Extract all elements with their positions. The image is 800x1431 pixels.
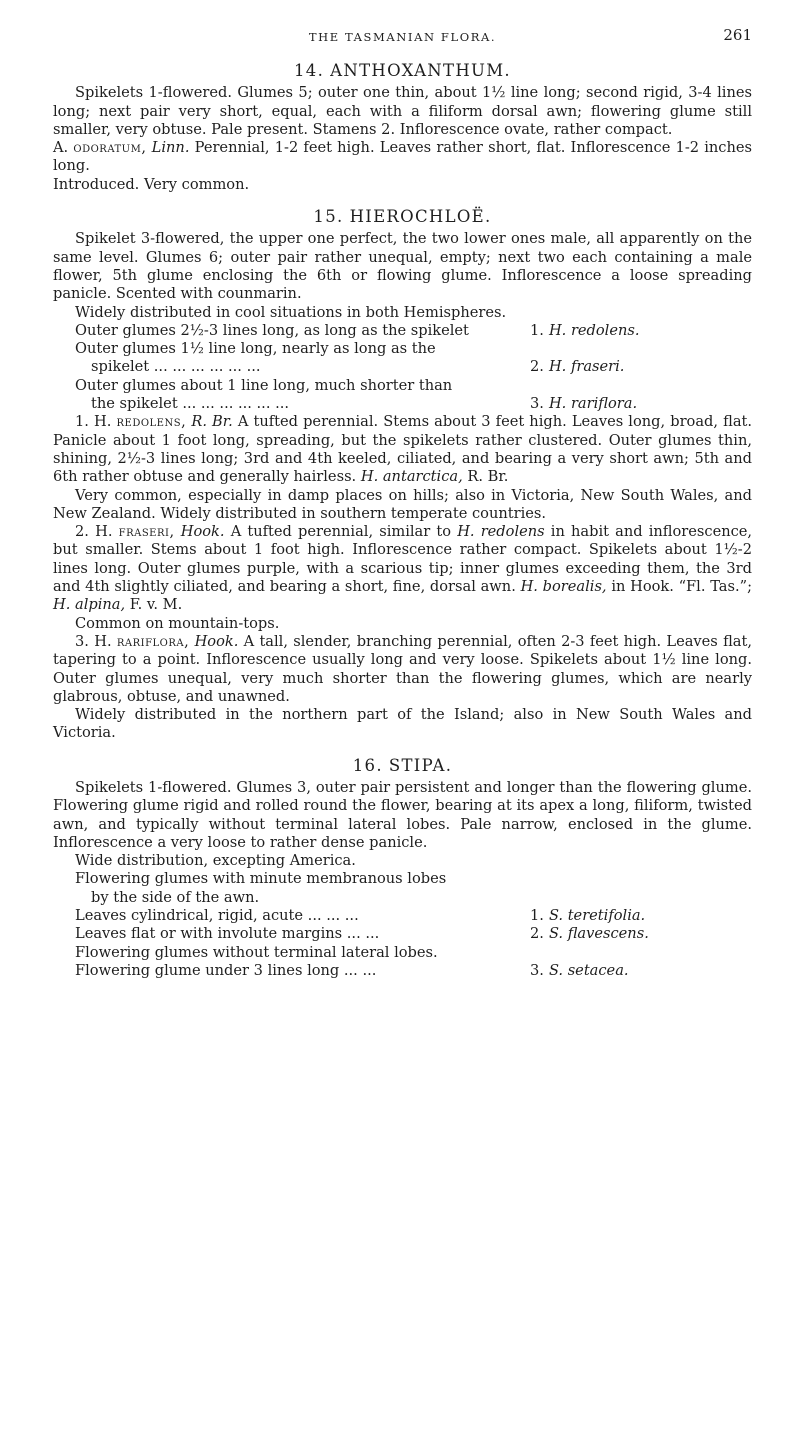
species-entry: 3. H. rariflora, Hook. A tall, slender, branching perennial, often 2-3 feet high. Leaves flat, tapering to a point. Inflorescence usually long and very loose. Spikelets about 1½ line long. Outer glumes unequal, very much shorter than the flowering glumes, which are nearly glabrous, obtuse, and unawned. Widely distributed in the northern part of the Island; also in New South Wales and Victoria. <box>53 632 753 742</box>
running-header <box>53 28 752 48</box>
genus-heading: 15. HIEROCHLOË. <box>313 207 492 227</box>
species-authority: Hook. <box>180 523 225 541</box>
running-title: THE TASMANIAN FLORA. <box>308 30 497 44</box>
synonym: H. antarctica, <box>360 468 463 486</box>
species-name: rariflora, <box>116 632 190 650</box>
species-entry: 1. H. redolens, R. Br. A tufted perennial. Stems about 3 feet high. Leaves long, broad, flat. Panicle about 1 foot long, spreading, but the spikelets rather clustered. Outer glumes thin, shining, 2½-3 lines long; 3rd and 4th keeled, ciliated, and bearing a very short awn; 5th and 6th rather obtuse and generally hairless. H. antarctica, R. Br. Very common, especially in damp places on hills; also in Victoria, New South Wales, and New Zealand. Widely distributed in southern temperate countries. <box>53 413 753 522</box>
key-heading: Flowering glumes without terminal lateral lobes. <box>75 943 438 961</box>
genus-stipa <box>53 757 752 981</box>
genus-heading: 16. STIPA. <box>352 755 453 775</box>
species-distribution: Widely distributed in the northern part of the Island; also in New South Wales and Victoria. <box>53 706 752 742</box>
species-entry: 2. H. fraseri, Hook. A tufted perennial, similar to H. redolens in habit and inflorescence, but smaller. Stems about 1 foot high. Inflorescence rather compact. Spikelets about 1½-2 lines long. Outer glumes purple, with a scarious tip; inner glumes exceeding them, the 3rd and 4th slightly ciliated, and bearing a short, fine, dorsal awn. H. borealis, in Hook. “Fl. Tas.”; H. alpina, F. v. M. Common on mountain-tops. <box>53 523 753 632</box>
genus-description: Spikelet 3-flowered, the upper one perfect, the two lower ones male, all apparently on the same level. Glumes 6; outer pair rather unequal, empty; next two each containing a male flower, 5th glume enclosing the 6th or flowing glume. Inflorescence a loose spreading panicle. Scented with counmarin. <box>53 230 752 303</box>
species-name: redolens, <box>116 413 187 431</box>
genus-distribution: Widely distributed in cool situations in both Hemispheres. <box>75 303 507 321</box>
key-row: Outer glumes 1½ line long, nearly as long as the spikelet ... ... ... ... ... ... 2. H. fraseri. <box>75 340 625 376</box>
species-key <box>75 322 752 413</box>
species-authority: R. Br. <box>191 413 233 431</box>
genus-hierochloe <box>53 208 752 743</box>
synonym: H. alpina, <box>53 596 126 614</box>
species-distribution: Very common, especially in damp places on hills; also in Victoria, New South Wales, and New Zealand. Widely distributed in southern temperate countries. <box>53 486 752 522</box>
species-note: Introduced. Very common. <box>53 175 250 193</box>
key-row: Flowering glume under 3 lines long ... ... 3. S. setacea. <box>75 961 629 979</box>
key-row: Leaves flat or with involute margins ... ... 2. S. flavescens. <box>75 925 649 943</box>
species-name: odoratum, <box>73 139 147 157</box>
page-number: 261 <box>723 26 752 44</box>
genus-heading: 14. ANTHOXANTHUM. <box>294 61 511 80</box>
species-authority: Hook. <box>194 632 239 650</box>
key-row: Leaves cylindrical, rigid, acute ... ... ... 1. S. teretifolia. <box>75 907 646 925</box>
key-heading: Flowering glumes with minute membranous lobes by the side of the awn. <box>75 870 447 906</box>
genus-distribution: Wide distribution, excepting America. <box>75 852 356 870</box>
species-entry: A. odoratum, Linn. Perennial, 1-2 feet high. Leaves rather short, flat. Inflorescence 1-2 inches long. <box>53 139 752 175</box>
key-row: Outer glumes 2½-3 lines long, as long as the spikelet 1. H. redolens. <box>75 321 640 339</box>
species-name: fraseri, <box>118 523 175 541</box>
genus-description: Spikelets 1-flowered. Glumes 5; outer one thin, about 1½ line long; second rigid, 3-4 lines long; next pair very short, equal, each with a filiform dorsal awn; flowering glume still smaller, very obtuse. Pale present. Stamens 2. Inflorescence ovate, rather compact. <box>53 84 752 138</box>
species-distribution: Common on mountain-tops. <box>75 614 280 632</box>
species-authority: Linn. <box>151 139 190 157</box>
key-row: Outer glumes about 1 line long, much shorter than the spikelet ... ... ... ... ... ... 3. H. rariflora. <box>75 376 638 413</box>
genus-description: Spikelets 1-flowered. Glumes 3, outer pair persistent and longer than the flowering glume. Flowering glume rigid and rolled round the flower, bearing at its apex a long, filiform, twisted awn, and typically without terminal lateral lobes. Pale narrow, enclosed in the glume. Inflorescence a very loose to rather dense panicle. <box>53 778 752 851</box>
synonym: H. borealis, <box>520 578 607 596</box>
genus-anthoxanthum <box>53 62 752 194</box>
species-key <box>75 870 752 980</box>
